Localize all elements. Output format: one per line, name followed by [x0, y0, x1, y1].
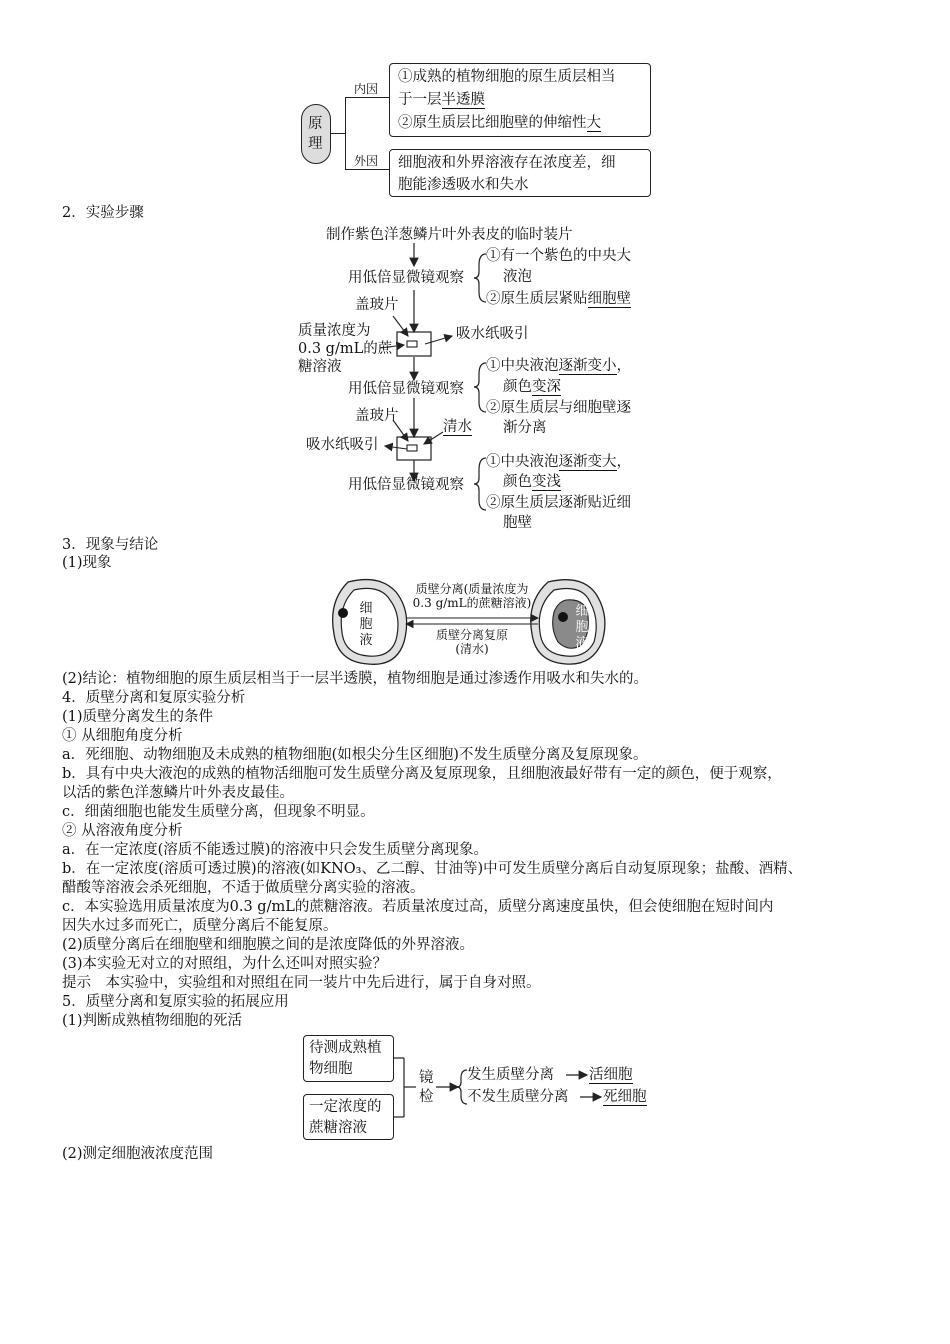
- external-cause-label: 外因: [354, 154, 379, 168]
- steps-connectors: [0, 0, 950, 540]
- obs3-item1b: 颜色变浅: [503, 474, 561, 490]
- obs2-item1: ①中央液泡逐渐变小，: [486, 358, 631, 374]
- section-4-title: 4．质壁分离和复原实验分析: [62, 690, 246, 706]
- obs3-item2b: 胞壁: [503, 515, 532, 531]
- judge-yes-result: 活细胞: [589, 1067, 633, 1083]
- sucrose-box-a: 一定浓度的: [309, 1099, 382, 1115]
- cell-angle-c: c．细菌细胞也能发生质壁分离，但现象不明显。: [62, 804, 375, 820]
- solution-angle-b1: b．在一定浓度(溶质可透过膜)的溶液(如KNO₃、乙二醇、甘油等)中可发生质壁分离后自动复原现象；盐酸、酒精、: [62, 861, 803, 877]
- step-make-slide: 制作紫色洋葱鳞片叶外表皮的临时装片: [326, 227, 573, 243]
- obs3-item1: ①中央液泡逐渐变大，: [486, 454, 631, 470]
- coverslip-label-2: 盖玻片: [355, 408, 399, 424]
- cell-angle-a: a．死细胞、动物细胞及未成熟的植物细胞(如根尖分生区细胞)不发生质壁分离及复原现象。: [62, 747, 648, 763]
- test-cell-a: 待测成熟植: [309, 1040, 382, 1056]
- solution-angle-c2: 因失水过多而死亡，质壁分离后不能复原。: [62, 918, 338, 934]
- microscope-char-1: 镜: [419, 1070, 434, 1086]
- application-2-title: (2)测定细胞液浓度范围: [62, 1146, 214, 1162]
- coverslip-label-1: 盖玻片: [355, 297, 399, 313]
- section-2-title: 2．实验步骤: [62, 205, 144, 221]
- internal-line-3: ②原生质层比细胞壁的伸缩性大: [398, 115, 601, 131]
- water-label: 清水: [443, 419, 472, 435]
- solution-angle-a: a．在一定浓度(溶质不能透过膜)的溶液中只会发生质壁分离现象。: [62, 842, 488, 858]
- obs2-item2b: 渐分离: [503, 420, 547, 436]
- obs1-item1a: ①有一个紫色的中央大: [486, 248, 631, 264]
- section-5-title: 5．质壁分离和复原实验的拓展应用: [62, 994, 289, 1010]
- obs1-item2: ②原生质层紧贴细胞壁: [486, 291, 631, 307]
- hint: 提示 本实验中，实验组和对照组在同一装片中先后进行，属于自身对照。: [62, 975, 541, 991]
- solution-angle-c1: c．本实验选用质量浓度为0.3 g/mL的蔗糖溶液。若质量浓度过高，质壁分离速度虽快，但会使细胞在短时间内: [62, 899, 774, 915]
- cell-sap-right: 细 胞 液: [575, 604, 589, 651]
- solution-angle-title: ② 从溶液角度分析: [62, 823, 183, 839]
- absorb-paper-label-2: 吸水纸吸引: [306, 437, 379, 453]
- absorb-paper-label-1: 吸水纸吸引: [456, 326, 529, 342]
- conclusion: (2)结论：植物细胞的原生质层相当于一层半透膜，植物细胞是通过渗透作用吸水和失水的。: [62, 671, 649, 687]
- judge-no-result: 死细胞: [603, 1089, 647, 1105]
- cell-sap-left: 细 胞 液: [359, 601, 373, 648]
- obs2-item1b: 颜色变深: [503, 379, 561, 395]
- step-observe-1: 用低倍显微镜观察: [348, 270, 464, 286]
- obs1-item1b: 液泡: [503, 269, 532, 285]
- cell-angle-b2: 以活的紫色洋葱鳞片叶外表皮最佳。: [62, 785, 294, 801]
- solution-angle-b2: 醋酸等溶液会杀死细胞，不适于做质壁分离实验的溶液。: [62, 880, 425, 896]
- external-line-1: 细胞液和外界溶液存在浓度差，细: [398, 155, 616, 171]
- internal-line-2: 于一层半透膜: [398, 92, 485, 108]
- internal-cause-label: 内因: [354, 82, 379, 96]
- step-observe-3: 用低倍显微镜观察: [348, 477, 464, 493]
- principle-root-label: 原理: [308, 116, 323, 152]
- judge-no: 不发生质壁分离: [467, 1089, 569, 1105]
- step-observe-2: 用低倍显微镜观察: [348, 381, 464, 397]
- application-1-title: (1)判断成熟植物细胞的死活: [62, 1013, 243, 1029]
- sucrose-label-c: 糖溶液: [298, 359, 342, 375]
- point-2: (2)质壁分离后在细胞壁和细胞膜之间的是浓度降低的外界溶液。: [62, 937, 475, 953]
- internal-line-1: ①成熟的植物细胞的原生质层相当: [398, 69, 616, 85]
- cell-angle-title: ① 从细胞角度分析: [62, 728, 183, 744]
- deplasmolysis-label: 质壁分离复原 (清水): [435, 628, 508, 656]
- subsection-conditions: (1)质壁分离发生的条件: [62, 709, 214, 725]
- test-cell-b: 物细胞: [309, 1061, 353, 1077]
- cell-angle-b1: b．具有中央大液泡的成熟的植物活细胞可发生质壁分离及复原现象，且细胞液最好带有一定的颜色，便于观察，: [62, 766, 782, 782]
- obs3-item2a: ②原生质层逐渐贴近细: [486, 495, 631, 511]
- sucrose-label-b: 0.3 g/mL的蔗: [298, 341, 393, 357]
- sucrose-box-b: 蔗糖溶液: [309, 1120, 367, 1136]
- point-3: (3)本实验无对立的对照组，为什么还叫对照实验？: [62, 956, 388, 972]
- section-3-title: 3．现象与结论: [62, 537, 159, 553]
- external-line-2: 胞能渗透吸水和失水: [398, 177, 529, 193]
- microscope-char-2: 检: [419, 1089, 434, 1105]
- obs2-item2a: ②原生质层与细胞壁逐: [486, 400, 631, 416]
- sucrose-label-a: 质量浓度为: [298, 323, 371, 339]
- plasmolysis-label: 质壁分离(质量浓度为 0.3 g/mL的蔗糖溶液): [412, 582, 532, 610]
- phenomenon-title: (1)现象: [62, 555, 112, 571]
- judge-yes: 发生质壁分离: [467, 1067, 554, 1083]
